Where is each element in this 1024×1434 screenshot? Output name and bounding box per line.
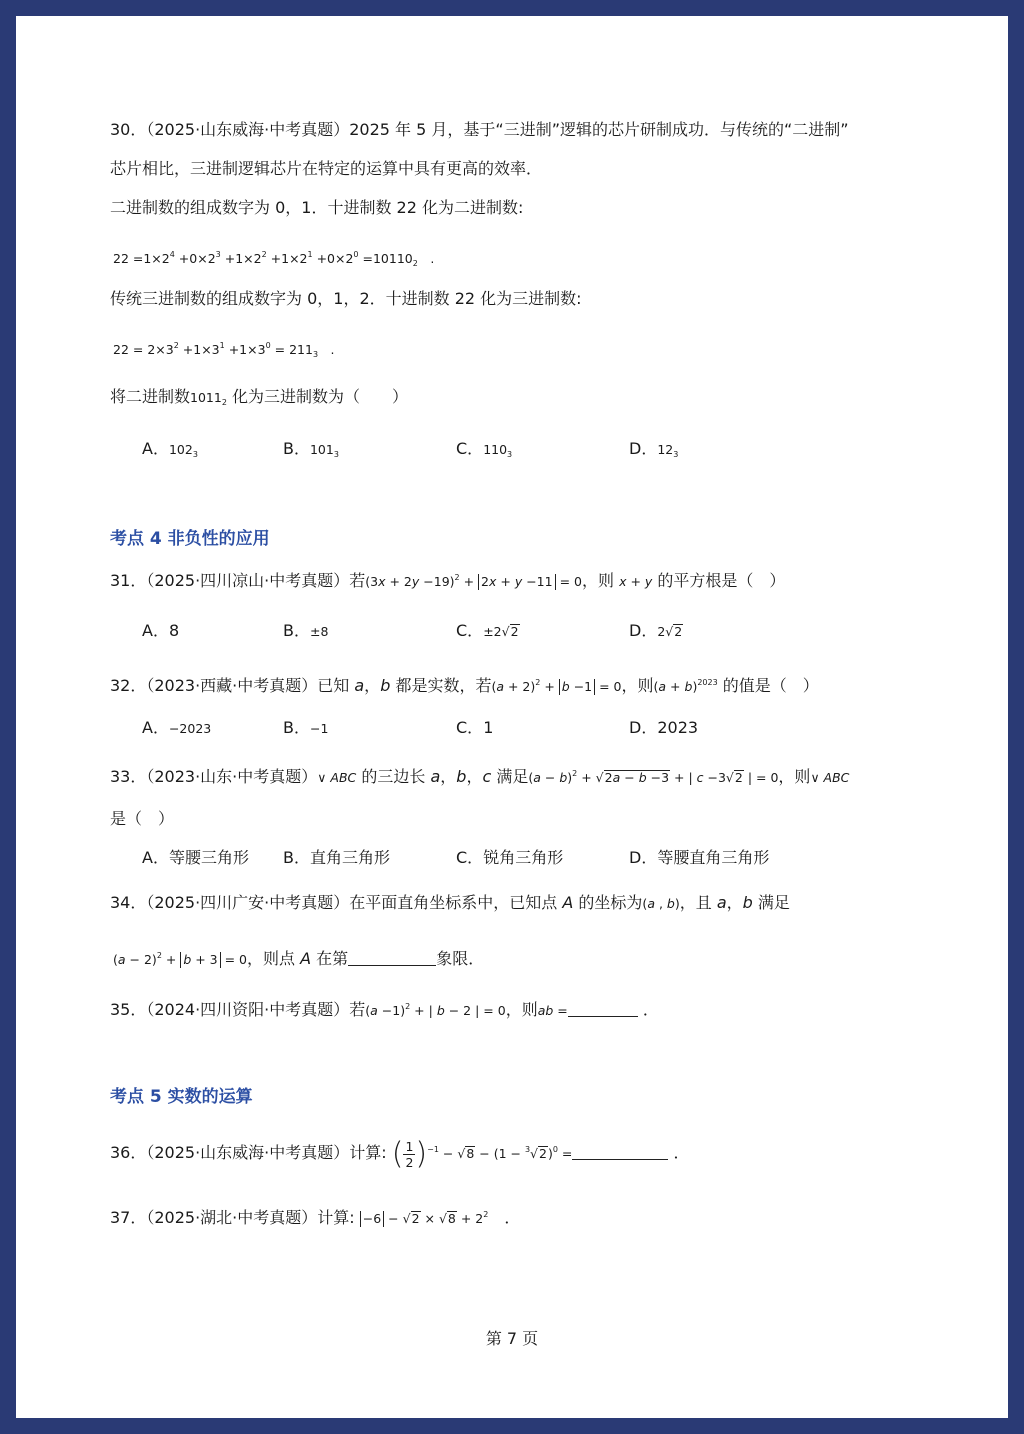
- q31-option-b[interactable]: B．±8: [283, 621, 329, 640]
- q34-answer-blank[interactable]: [348, 951, 436, 966]
- q30-line5: 传统三进制数的组成数字为 0，1，2．十进制数 22 化为三进制数:: [110, 289, 582, 308]
- q32-option-c[interactable]: C．1: [456, 718, 494, 737]
- q34-question: 34．（2025·四川广安·中考真题）在平面直角坐标系中，已知点 A 的坐标为(a , b)，且 a，b 满足: [110, 893, 790, 912]
- q30-line2: 芯片相比，三进制逻辑芯片在特定的运算中具有更高的效率．: [110, 159, 543, 178]
- q35-answer-blank[interactable]: [568, 1002, 638, 1017]
- q33-option-a[interactable]: A．等腰三角形: [142, 848, 249, 867]
- q33-option-c[interactable]: C．锐角三角形: [456, 848, 564, 867]
- section-4-heading: 考点 4 非负性的应用: [110, 529, 270, 549]
- q35-question: 35．（2024·四川资阳·中考真题）若$(a -1)^2$ + | b − 2 | = 0，则ab = ．: [110, 1000, 659, 1019]
- q30-ternary-formula: $22 = 2\times 3^2 +1\times 3^1 +1\times 3^0 = 211_3$ .: [113, 341, 335, 359]
- q30-option-a[interactable]: A．$102_3$: [142, 439, 198, 459]
- q31-option-a[interactable]: A．8: [142, 621, 180, 640]
- q30-line1: 30．（2025·山东威海·中考真题）2025 年 5 月，基于“三进制”逻辑的芯片研制成功．与传统的“二进制”: [110, 120, 849, 139]
- q32-option-d[interactable]: D．2023: [629, 718, 699, 737]
- q30-line3: 二进制数的组成数字为 0，1．十进制数 22 化为二进制数:: [110, 198, 524, 217]
- section-5-heading: 考点 5 实数的运算: [110, 1087, 253, 1107]
- q32-option-a[interactable]: A．−2023: [142, 718, 212, 737]
- q37-question: 37．（2025·湖北·中考真题）计算: $-6 - √2 \times √8 + 2^2$ ．: [110, 1208, 521, 1227]
- q31-option-d[interactable]: D．2√2: [629, 621, 683, 640]
- q34-line2: $(a - 2)^2 + b + 3 = 0$，则点 A 在第 象限．: [113, 949, 485, 968]
- q30-question: 将二进制数$1011_2$ 化为三进制数为（ ）: [110, 387, 409, 407]
- q31-option-c[interactable]: C．±2√2: [456, 621, 519, 640]
- page-number: 第 7 页: [485, 1329, 539, 1348]
- q32-question: 32．（2023·西藏·中考真题）已知 a，b 都是实数，若$(a + 2)^2 + b -1 = 0$，则$(a + b)^{2023}$ 的值是（ ）: [110, 676, 819, 695]
- q36-answer-blank[interactable]: [572, 1145, 668, 1160]
- q30-binary-formula: $22 =1\times 2^4 +0\times 2^3 +1\times 2^2 +1\times 2^1 +0\times 2^0 =10110_2$ .: [113, 250, 435, 268]
- q30-option-c[interactable]: C．$110_3$: [456, 439, 513, 459]
- q33-line2: 是（ ）: [110, 809, 175, 828]
- q30-option-d[interactable]: D．$12_3$: [629, 439, 679, 459]
- q33-question: 33．（2023·山东·中考真题）∨ ABC 的三边长 a，b，c 满足$(a - b)^2 + √2a - b -3$ + | c −3√2 | = 0，则∨ ABC: [110, 767, 850, 786]
- q33-option-b[interactable]: B．直角三角形: [283, 848, 390, 867]
- q36-question: 36．（2025·山东威海·中考真题）计算: ( $\frac{1}{2}$ )$^{-1} - √8 - (1 - ^3√2)^0$ = ．: [110, 1136, 690, 1172]
- q30-option-b[interactable]: B．$101_3$: [283, 439, 339, 459]
- q33-option-d[interactable]: D．等腰直角三角形: [629, 848, 770, 867]
- q32-option-b[interactable]: B．−1: [283, 718, 329, 737]
- q31-question: 31．（2025·四川凉山·中考真题）若$(3x + 2y -19)^2 + 2x + y -11 = 0$，则 x + y 的平方根是（ ）: [110, 571, 786, 590]
